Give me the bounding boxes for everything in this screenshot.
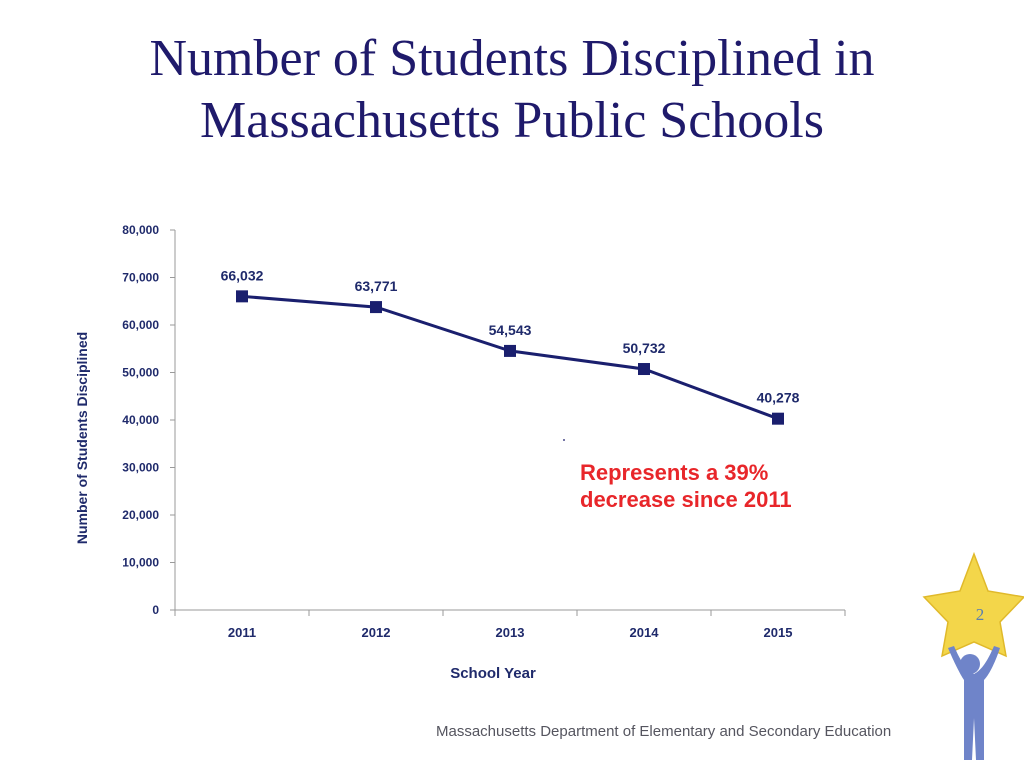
x-axis-ticks [175, 610, 845, 640]
slide-title-line-2: Massachusetts Public Schools [200, 92, 824, 149]
y-tick-label: 80,000 [122, 223, 159, 237]
stray-dot [563, 439, 565, 441]
data-point-marker [772, 413, 784, 425]
data-label: 54,543 [488, 321, 532, 338]
x-axis-title: School Year [450, 665, 536, 682]
data-label: 40,278 [756, 389, 800, 406]
annotation-line-1: Represents a 39% [580, 460, 769, 485]
data-label: 63,771 [354, 278, 398, 295]
y-tick-label: 20,000 [122, 508, 159, 522]
annotation-line-2: decrease since 2011 [580, 487, 792, 512]
y-tick-label: 50,000 [122, 365, 159, 380]
series-layer [236, 290, 784, 424]
x-tick-label: 2015 [763, 625, 793, 640]
series-line [242, 296, 778, 418]
chart-axes [175, 230, 845, 610]
x-tick-label: 2012 [361, 625, 391, 640]
y-tick-label: 70,000 [122, 270, 159, 285]
y-tick-label: 30,000 [122, 460, 159, 475]
data-label: 66,032 [220, 267, 264, 284]
data-point-marker [236, 290, 248, 302]
x-tick-label: 2011 [227, 625, 257, 640]
data-label: 50,732 [622, 340, 666, 357]
y-tick-label: 0 [152, 603, 159, 617]
y-axis-ticks [122, 223, 175, 617]
data-labels [221, 267, 800, 405]
x-tick-label: 2014 [629, 625, 659, 640]
footer-text: Massachusetts Department of Elementary and Secondary Education [436, 723, 892, 740]
y-tick-label: 10,000 [122, 555, 159, 570]
y-tick-label: 40,000 [122, 413, 159, 427]
data-point-marker [504, 345, 516, 357]
y-axis-title: Number of Students Disciplined [74, 331, 90, 545]
data-point-marker [638, 363, 650, 375]
x-tick-label: 2013 [495, 625, 525, 640]
star-holding-person-icon [918, 550, 1024, 768]
y-tick-label: 60,000 [122, 318, 159, 332]
data-point-marker [370, 301, 382, 313]
person-figure-icon [948, 646, 1000, 760]
slide-number: 2 [975, 605, 985, 624]
slide-title-line-1: Number of Students Disciplined in [149, 30, 875, 87]
